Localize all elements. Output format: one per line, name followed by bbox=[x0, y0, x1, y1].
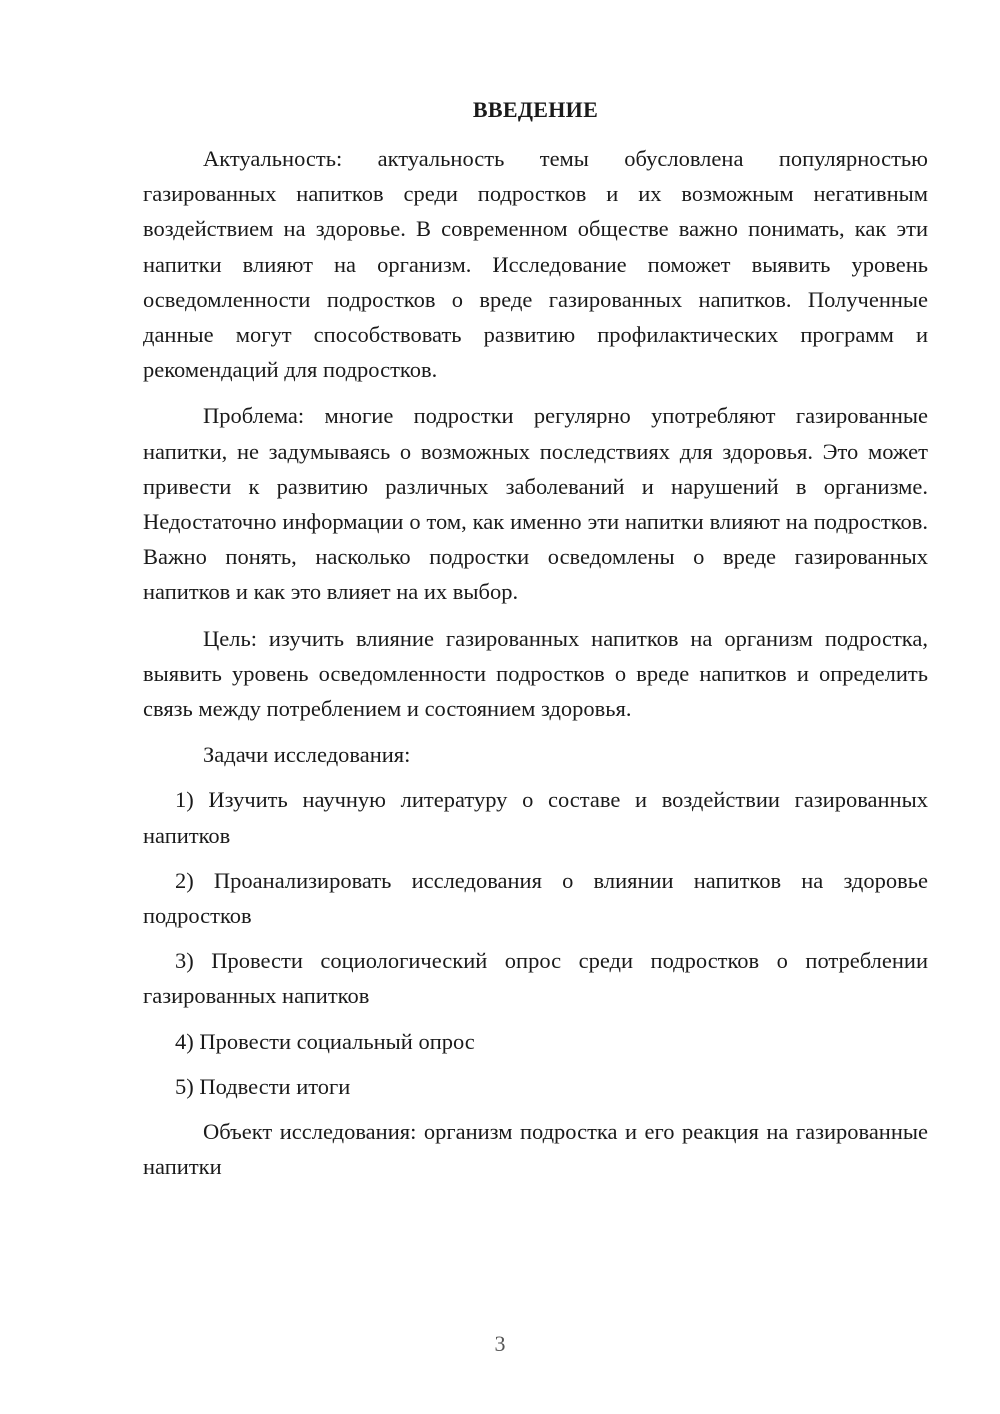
task-item: 3) Провести социологический опрос среди подростков о потреблении газированных напитков bbox=[143, 948, 928, 1009]
relevance-paragraph: Актуальность: актуальность темы обусловлена популярностью газированных напитков среди подростков и их возможным негативным воздействием на здоровье. В современном обществе важно понимать, как эти напитки влияют на организм. Исследование поможет выявить уровень осведомленности подростков о вреде газированных напитков. Полученные данные могут способствовать развитию профилактических программ и рекомендаций для подростков. bbox=[143, 146, 928, 383]
goal-paragraph: Цель: изучить влияние газированных напитков на организм подростка, выявить уровень осведомленности подростков о вреде напитков и определить связь между потреблением и состоянием здоровья. bbox=[143, 625, 928, 722]
object-paragraph: Объект исследования: организм подростка и его реакция на газированные напитки bbox=[143, 1119, 928, 1180]
problem-paragraph: Проблема: многие подростки регулярно употребляют газированные напитки, не задумываясь о возможных последствиях для здоровья. Это может привести к развитию различных заболеваний и нарушений в организме. Недостаточно информации о том, как именно эти напитки влияют на подростков. Важно понять, насколько подростки осведомлены о вреде газированных напитков и как это влияет на их выбор. bbox=[143, 403, 928, 605]
page-title: ВВЕДЕНИЕ bbox=[472, 97, 599, 122]
tasks-heading: Задачи исследования: bbox=[203, 742, 411, 768]
task-item: 2) Проанализировать исследования о влиянии напитков на здоровье подростков bbox=[143, 867, 928, 929]
task-item: 1) Изучить научную литературу о составе и воздействии газированных напитков bbox=[143, 787, 928, 848]
page-number: 3 bbox=[494, 1331, 506, 1356]
task-item: 5) Подвести итоги bbox=[175, 1073, 351, 1099]
task-item: 4) Провести социальный опрос bbox=[175, 1028, 475, 1054]
page-content bbox=[143, 92, 928, 1184]
